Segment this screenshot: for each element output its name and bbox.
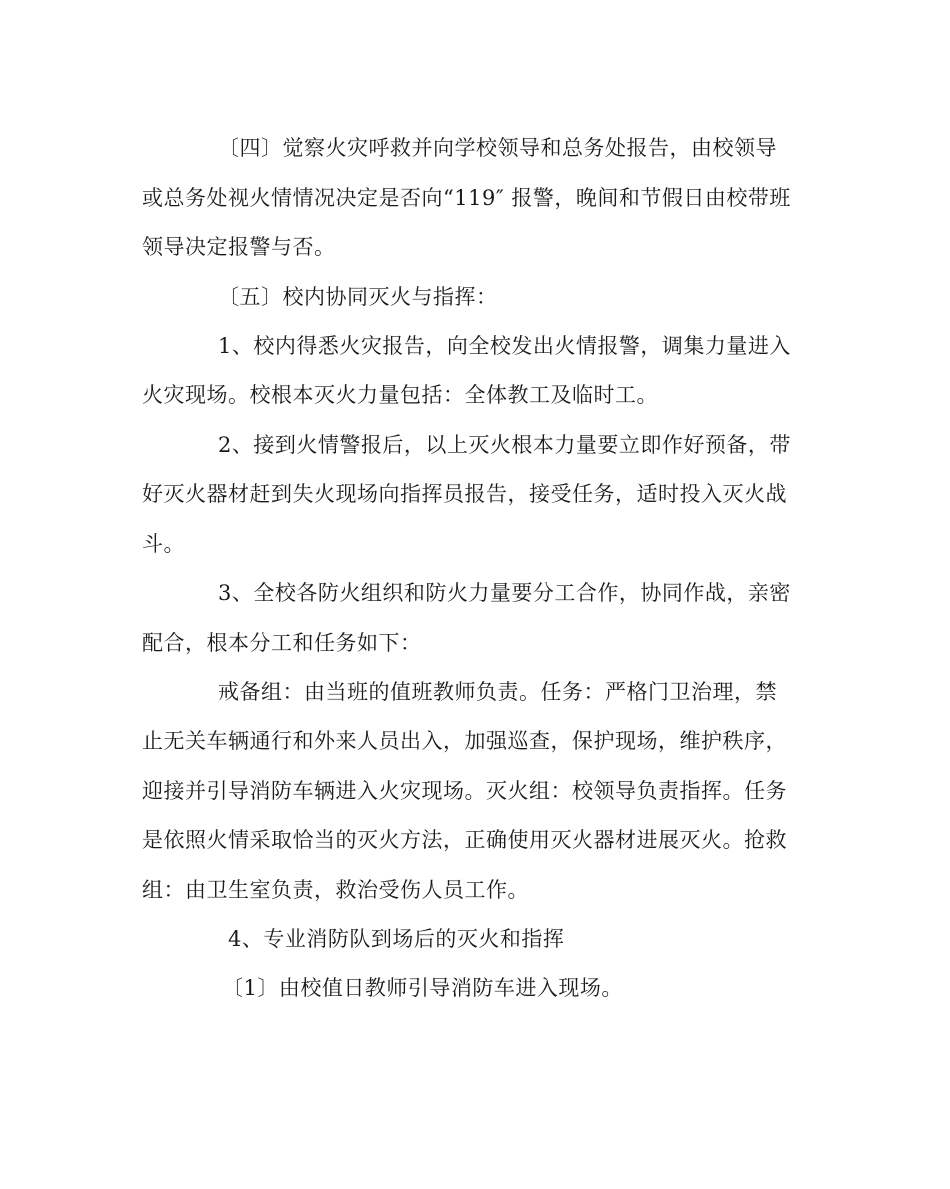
teams-line-3: 迎接并引导消防车辆进入火灾现场。灭火组：校领导负责指挥。任务 — [142, 779, 787, 803]
paragraph-4-line-3: 领导决定报警与否。 — [142, 235, 336, 259]
teams-line-4: 是依照火情采取恰当的灭火方法，正确使用灭火器材进展灭火。抢救 — [142, 828, 787, 852]
paragraph-4-line-1: 〔四〕觉察火灾呼救并向学校领导和总务处报告，由校领导 — [218, 136, 777, 160]
teams-line-5: 组：由卫生室负责，救治受伤人员工作。 — [142, 878, 529, 902]
section-5-heading: 〔五〕校内协同灭火与指挥： — [218, 285, 498, 309]
item-4-heading: 4、专业消防队到场后的灭火和指挥 — [228, 927, 565, 951]
item-1-line-2: 火灾现场。校根本灭火力量包括：全体教工及临时工。 — [142, 383, 658, 407]
item-2-line-3: 斗。 — [142, 532, 185, 556]
item-2-line-2: 好灭火器材赶到失火现场向指挥员报告，接受任务，适时投入灭火战 — [142, 482, 787, 506]
paragraph-4-line-2: 或总务处视火情情况决定是否向“119″ 报警，晚间和节假日由校带班 — [142, 186, 791, 210]
item-1-line-1: 1、校内得悉火灾报告，向全校发出火情报警，调集力量进入 — [218, 334, 791, 358]
sub-item-1: 〔1〕由校值日教师引导消防车进入现场。 — [222, 976, 623, 1000]
teams-line-2: 止无关车辆通行和外来人员出入，加强巡查，保护现场，维护秩序， — [142, 729, 787, 753]
item-3-line-2: 配合，根本分工和任务如下： — [142, 631, 422, 655]
item-3-line-1: 3、全校各防火组织和防火力量要分工合作，协同作战，亲密 — [218, 581, 791, 605]
teams-line-1: 戒备组：由当班的值班教师负责。任务：严格门卫治理，禁 — [218, 680, 777, 704]
item-2-line-1: 2、接到火情警报后，以上灭火根本力量要立即作好预备，带 — [218, 433, 791, 457]
